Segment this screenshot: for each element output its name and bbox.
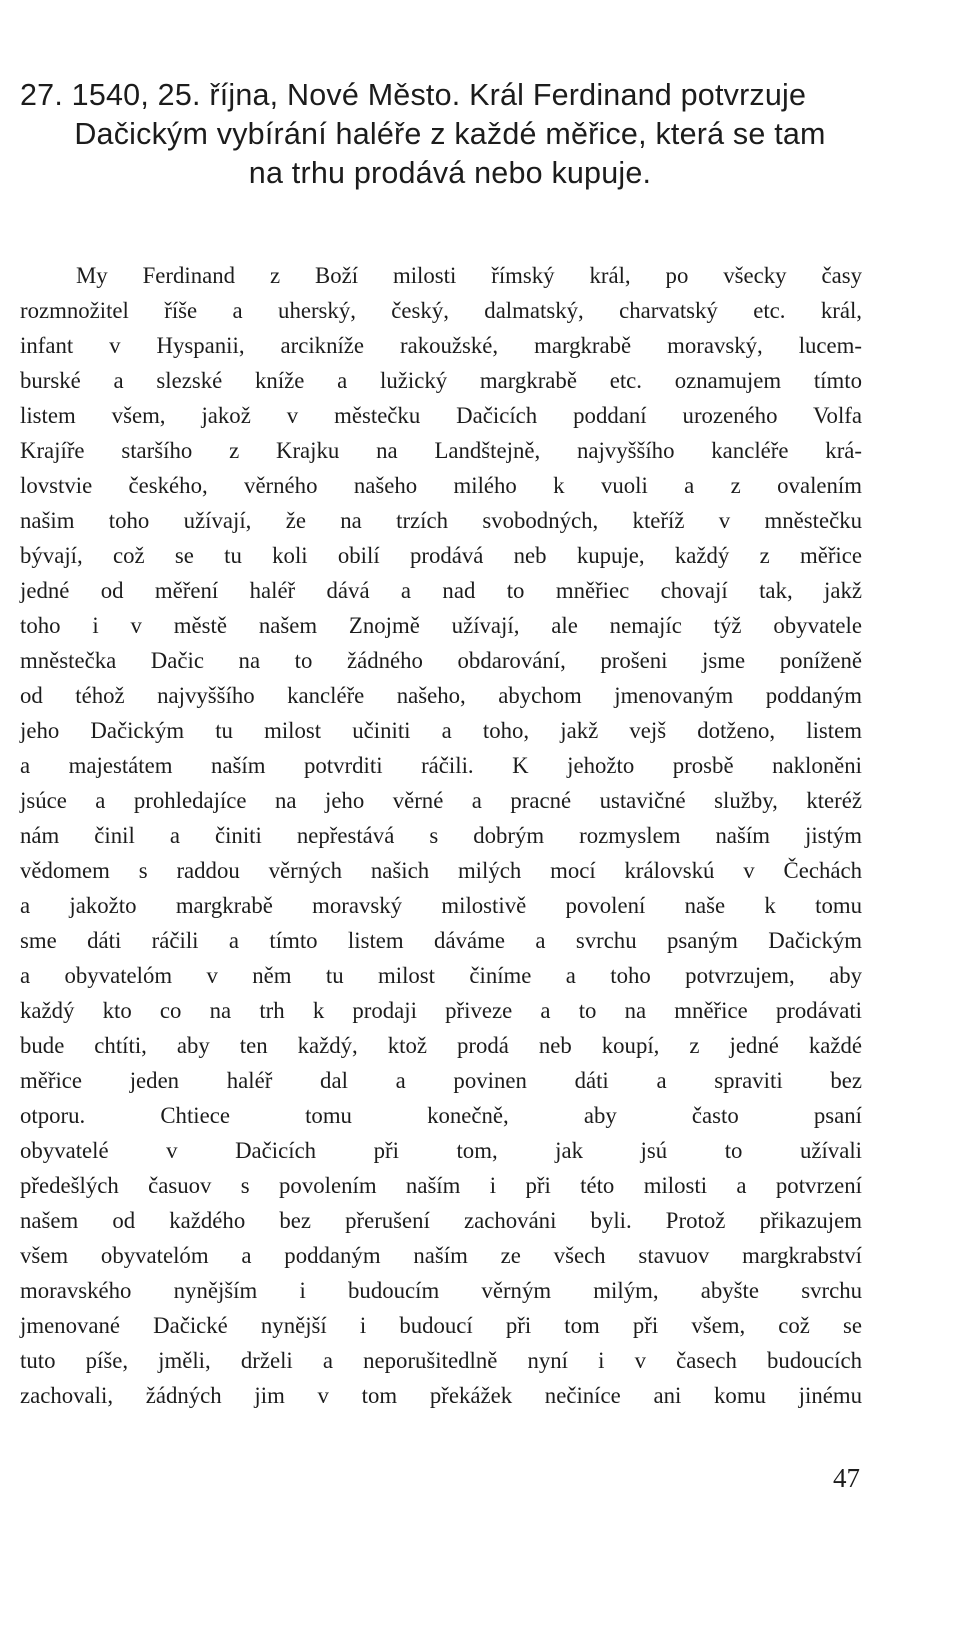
body-line: a majestátem naším potvrditi ráčili. K jehožto prosbě nakloněni bbox=[20, 753, 862, 778]
body-line: jmenované Dačické nynější i budoucí při tom při všem, což se bbox=[20, 1313, 862, 1338]
body-line: bude chtíti, aby ten každý, ktož prodá neb koupí, z jedné každé bbox=[20, 1033, 862, 1058]
body-line: Krajíře staršího z Krajku na Landštejně, najvyššího kancléře krá- bbox=[20, 438, 862, 463]
body-line: tuto píše, jměli, drželi a neporušitedlně nyní i v časech budoucích bbox=[20, 1348, 862, 1373]
body-line: od téhož najvyššího kancléře našeho, abychom jmenovaným poddaným bbox=[20, 683, 862, 708]
body-line: každý kto co na trh k prodaji přiveze a to na mněřice prodávati bbox=[20, 998, 862, 1023]
body-line: měřice jeden haléř dal a povinen dáti a spraviti bez bbox=[20, 1068, 862, 1093]
body-line: jsúce a prohledajíce na jeho věrné a pracné ustavičné služby, kteréž bbox=[20, 788, 862, 813]
body-line: rozmnožitel říše a uherský, český, dalmatský, charvatský etc. král, bbox=[20, 298, 862, 323]
body-line: a jakožto margkrabě moravský milostivě povolení naše k tomu bbox=[20, 893, 862, 918]
body-line: zachovali, žádných jim v tom překážek nečiníce ani komu jinému bbox=[20, 1383, 862, 1408]
page-number: 47 bbox=[833, 1463, 860, 1493]
body-line: jeho Dačickým tu milost učiniti a toho, jakž vejš dotženo, listem bbox=[20, 718, 862, 743]
body-line: vědomem s raddou věrných našich milých mocí královskú v Čechách bbox=[20, 858, 862, 883]
document-body bbox=[20, 258, 862, 1413]
body-line: toho i v městě našem Znojmě užívají, ale nemajíc týž obyvatele bbox=[20, 613, 862, 638]
body-line: našem od každého bez přerušení zachováni byli. Protož přikazujem bbox=[20, 1208, 862, 1233]
heading-line: 27. 1540, 25. října, Nové Město. Král Ferdinand potvrzuje bbox=[20, 78, 807, 112]
body-line: nám činil a činiti nepřestává s dobrým rozmyslem naším jistým bbox=[20, 823, 862, 848]
body-line: obyvatelé v Dačicích při tom, jak jsú to užívali bbox=[20, 1138, 862, 1163]
heading-line: Dačickým vybírání haléře z každé měřice, která se tam bbox=[74, 117, 826, 151]
body-line: otporu. Chtiece tomu konečně, aby často psaní bbox=[20, 1103, 862, 1128]
body-line: všem obyvatelóm a poddaným naším ze všech stavuov margkrabství bbox=[20, 1243, 862, 1268]
document-heading bbox=[20, 76, 880, 193]
body-line: My Ferdinand z Boží milosti římský král, po všecky časy bbox=[76, 263, 862, 288]
body-line: jedné od měření haléř dává a nad to mněřiec chovají tak, jakž bbox=[20, 578, 862, 603]
heading-line: na trhu prodává nebo kupuje. bbox=[248, 156, 652, 190]
body-line: mněstečka Dačic na to žádného obdarování, prošeni jsme poníženě bbox=[20, 648, 862, 673]
body-line: předešlých časuov s povolením naším i při této milosti a potvrzení bbox=[20, 1173, 862, 1198]
body-line: našim toho užívají, že na trzích svobodných, kteříž v mněstečku bbox=[20, 508, 862, 533]
body-line: burské a slezské kníže a lužický margkrabě etc. oznamujem tímto bbox=[20, 368, 862, 393]
body-line: listem všem, jakož v městečku Dačicích poddaní urozeného Volfa bbox=[20, 403, 862, 428]
body-line: bývají, což se tu koli obilí prodává neb kupuje, každý z měřice bbox=[20, 543, 862, 568]
body-line: sme dáti ráčili a tímto listem dáváme a svrchu psaným Dačickým bbox=[20, 928, 862, 953]
body-line: infant v Hyspanii, arcikníže rakoužské, margkrabě moravský, lucem- bbox=[20, 333, 862, 358]
body-line: a obyvatelóm v něm tu milost činíme a toho potvrzujem, aby bbox=[20, 963, 862, 988]
body-line: moravského nynějším i budoucím věrným milým, abyšte svrchu bbox=[20, 1278, 862, 1303]
body-line: lovstvie českého, věrného našeho milého k vuoli a z ovalením bbox=[20, 473, 862, 498]
